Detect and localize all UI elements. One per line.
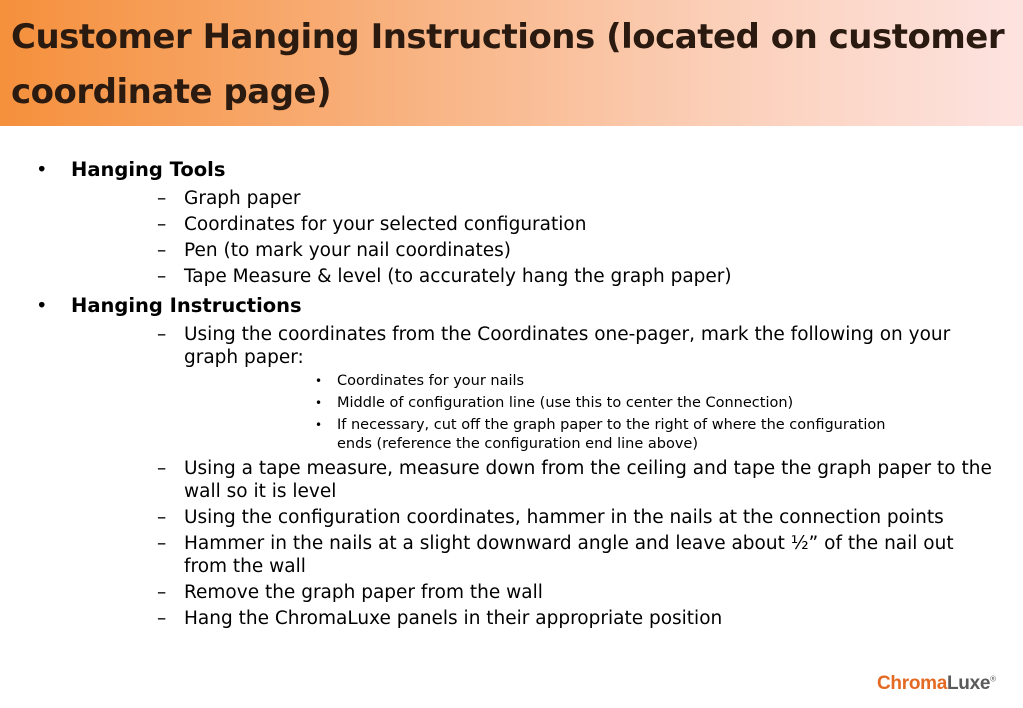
list-item-text: Remove the graph paper from the wall (184, 582, 543, 603)
list-item-text: Using a tape measure, measure down from the ceiling and tape the graph paper to the wall so it is level (184, 458, 992, 502)
instructions-list (71, 323, 1023, 630)
sub-list-item (184, 372, 993, 391)
list-item-text: Hammer in the nails at a slight downward angle and leave about ½” of the nail out from the wall (184, 533, 954, 577)
bullet-icon: • (315, 418, 323, 432)
bullet-list (0, 155, 1023, 630)
list-item-text: Pen (to mark your nail coordinates) (184, 240, 511, 261)
section-hanging-instructions (0, 291, 1023, 630)
list-item (71, 532, 1023, 578)
dash-icon: – (157, 582, 167, 603)
logo-part-chroma: Chroma (877, 673, 947, 694)
logo-part-luxe: Luxe (947, 673, 991, 694)
mark-list (184, 372, 993, 454)
list-item (71, 265, 1023, 288)
bullet-icon: • (315, 374, 323, 388)
list-item-text: Coordinates for your selected configuration (184, 214, 587, 235)
dash-icon: – (157, 188, 167, 209)
dash-icon: – (157, 214, 167, 235)
section-hanging-tools (0, 155, 1023, 288)
sub-list-item-text: If necessary, cut off the graph paper to the right of where the configuration ends (reference the configuration end line above) (337, 417, 886, 452)
bullet-icon: • (36, 158, 48, 181)
dash-icon: – (157, 608, 167, 629)
list-item-text: Using the coordinates from the Coordinates one-pager, mark the following on your graph paper: (184, 324, 951, 368)
list-item-text: Graph paper (184, 188, 301, 209)
dash-icon: – (157, 507, 167, 528)
chromaluxe-logo (877, 673, 996, 695)
list-item (71, 457, 1023, 503)
list-item (71, 239, 1023, 262)
slide-content (0, 155, 1023, 633)
list-item (71, 213, 1023, 236)
dash-icon: – (157, 458, 167, 479)
list-item (71, 323, 1023, 454)
sub-list-item-text: Middle of configuration line (use this to center the Connection) (337, 395, 794, 411)
slide-title: Customer Hanging Instructions (located on customer coordinate page) (11, 17, 1005, 112)
bullet-icon: • (36, 294, 48, 317)
dash-icon: – (157, 324, 167, 345)
list-item (71, 581, 1023, 604)
sub-list-item (184, 416, 993, 454)
sub-list-item (184, 394, 993, 413)
list-item-text: Tape Measure & level (to accurately hang the graph paper) (184, 266, 732, 287)
sub-list-item-text: Coordinates for your nails (337, 373, 525, 389)
registered-mark: ® (990, 674, 996, 684)
list-item-text: Hang the ChromaLuxe panels in their appropriate position (184, 608, 723, 629)
list-item (71, 506, 1023, 529)
dash-icon: – (157, 533, 167, 554)
dash-icon: – (157, 266, 167, 287)
list-item-text: Using the configuration coordinates, hammer in the nails at the connection points (184, 507, 944, 528)
tools-list (71, 187, 1023, 288)
dash-icon: – (157, 240, 167, 261)
bullet-icon: • (315, 396, 323, 410)
section-heading: Hanging Tools (71, 158, 226, 181)
list-item (71, 607, 1023, 630)
list-item (71, 187, 1023, 210)
section-heading: Hanging Instructions (71, 294, 302, 317)
